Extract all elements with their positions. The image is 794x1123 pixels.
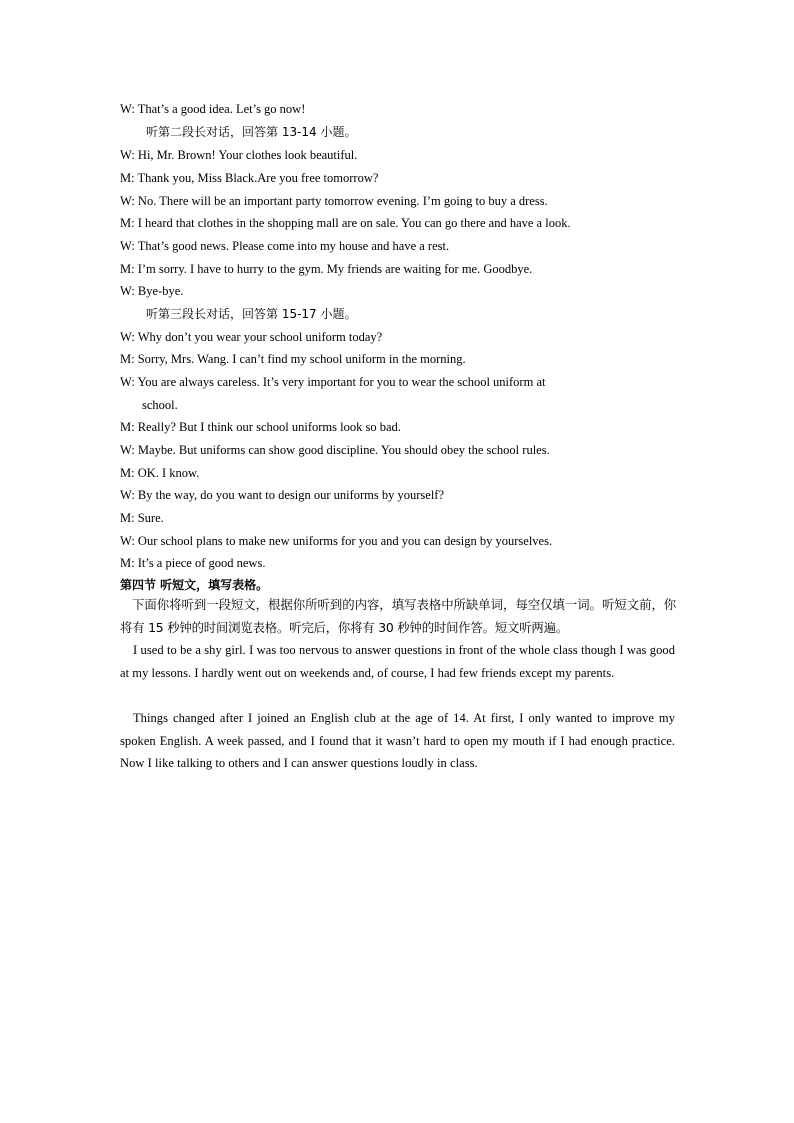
dialogue-line: W: Bye-bye. — [120, 284, 184, 298]
dialogue-line: W: Maybe. But uniforms can show good discipline. You should obey the school rules. — [120, 443, 550, 457]
passage-paragraph: Things changed after I joined an English club at the age of 14. At first, I only wanted to improve my spoken English. A week passed, and I found that it wasn’t hard to open my mouth if I had enough practice. Now I like talking to others and I can answer questions loudly in class. — [120, 711, 675, 771]
dialogue-line: W: No. There will be an important party tomorrow evening. I’m going to buy a dress. — [120, 194, 548, 208]
dialogue-heading: 听第三段长对话，回答第 15-17 小题。 — [146, 307, 357, 321]
dialogue-line: M: Thank you, Miss Black.Are you free tomorrow? — [120, 171, 379, 185]
dialogue-line: M: Sorry, Mrs. Wang. I can’t find my school uniform in the morning. — [120, 352, 466, 366]
dialogue-line: M: Sure. — [120, 511, 164, 525]
dialogue-line: W: That’s a good idea. Let’s go now! — [120, 102, 306, 116]
dialogue-line: W: Hi, Mr. Brown! Your clothes look beautiful. — [120, 148, 358, 162]
dialogue-line: M: It’s a piece of good news. — [120, 556, 266, 570]
dialogue-line: W: By the way, do you want to design our uniforms by yourself? — [120, 488, 445, 502]
dialogue-line: M: I’m sorry. I have to hurry to the gym. My friends are waiting for me. Goodbye. — [120, 262, 533, 276]
section-title: 第四节 听短文，填写表格。 — [120, 578, 269, 592]
dialogue-line: W: That’s good news. Please come into my house and have a rest. — [120, 239, 450, 253]
dialogue-line: M: OK. I know. — [120, 466, 200, 480]
dialogue-heading: 听第二段长对话，回答第 13-14 小题。 — [146, 125, 357, 139]
section-instructions: 下面你将听到一段短文，根据你所听到的内容，填写表格中所缺单词，每空仅填一词。听短文前，你将有 15 秒钟的时间浏览表格。听完后，你将有 30 秒钟的时间作答。短文听两遍。 — [120, 597, 676, 635]
dialogue-line: W: Why don’t you wear your school uniform today? — [120, 330, 383, 344]
passage-paragraph: I used to be a shy girl. I was too nervous to answer questions in front of the whole class though I was good at my lessons. I hardly went out on weekends and, of course, I had few friends except my parents. — [120, 643, 675, 680]
dialogue-line: W: You are always careless. It’s very important for you to wear the school uniform at — [120, 375, 546, 389]
dialogue-line: W: Our school plans to make new uniforms for you and you can design by yourselves. — [120, 534, 553, 548]
dialogue-line-continuation: school. — [142, 398, 178, 412]
dialogue-line: M: Really? But I think our school uniforms look so bad. — [120, 420, 401, 434]
dialogue-line: M: I heard that clothes in the shopping mall are on sale. You can go there and have a look. — [120, 216, 571, 230]
